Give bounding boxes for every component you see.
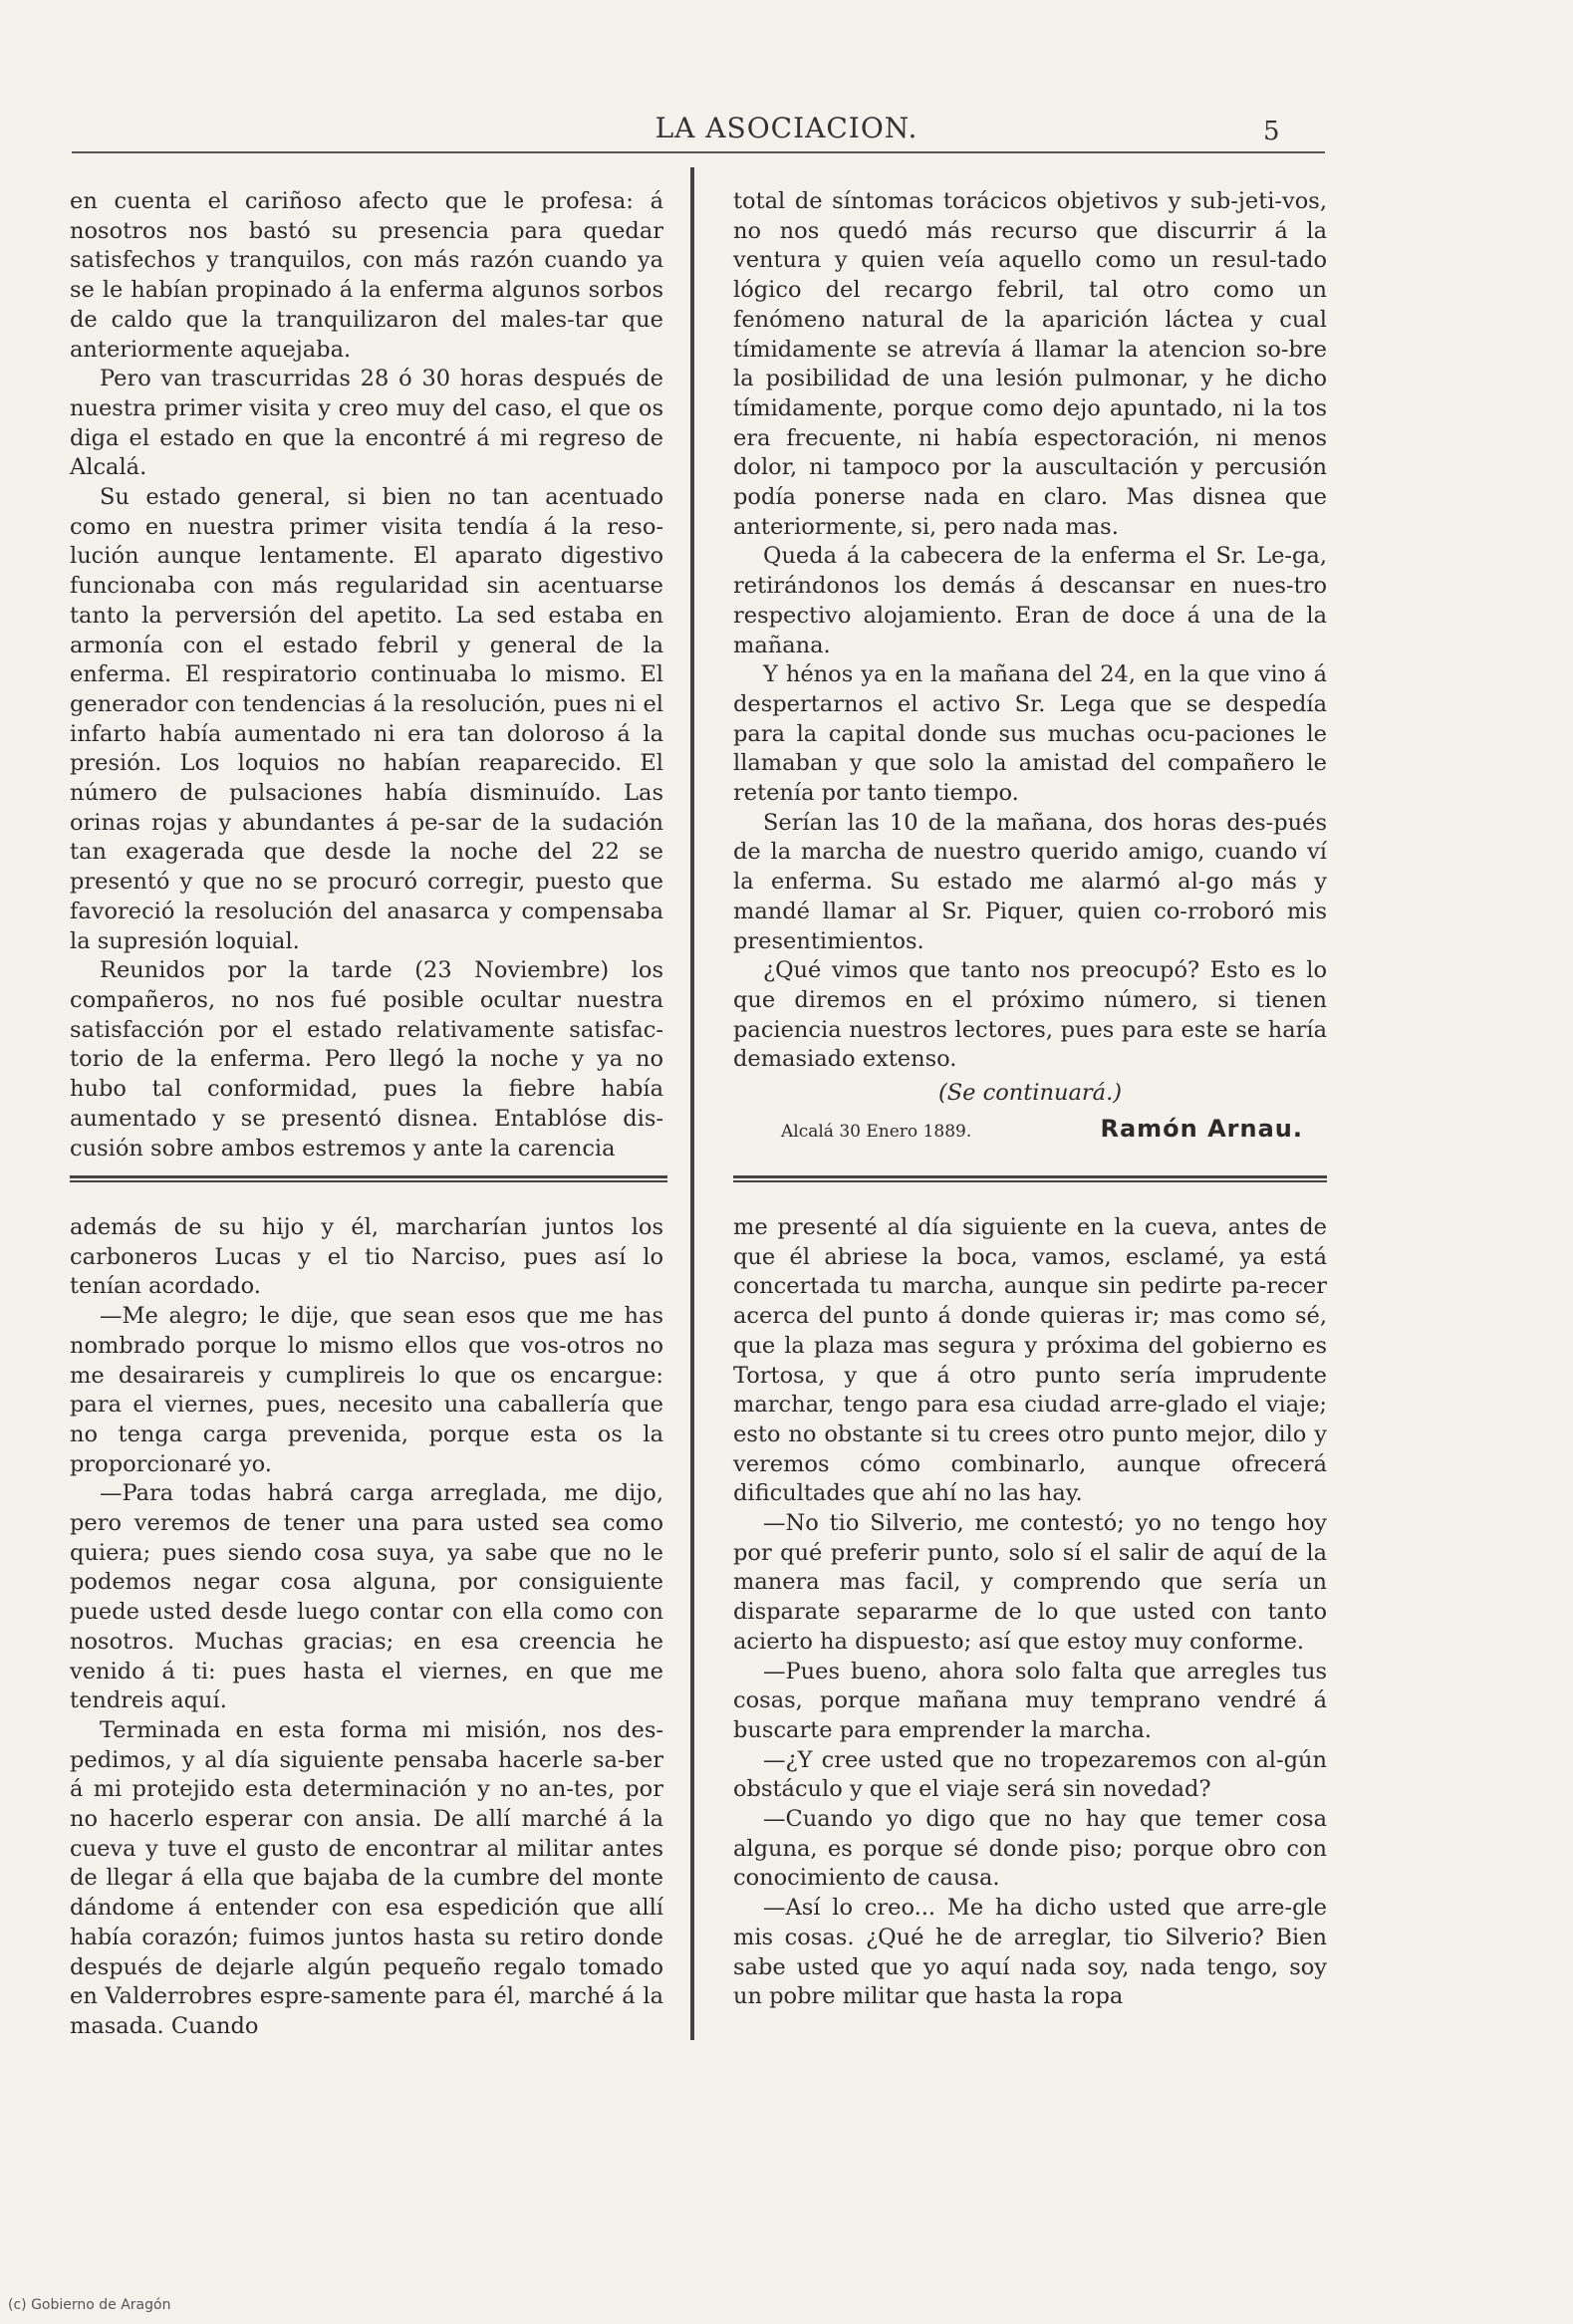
paragraph: —Para todas habrá carga arreglada, me dijo, pero veremos de tener una para usted sea como quiera; pues siendo cosa suya, ya sabe que no le podemos negar cosa alguna, por consiguiente puede usted desde luego contar con ella como con nosotros. Muchas gracias; en esa creencia he venido á ti: pues hasta el viernes, en que me tendreis aquí.	[70, 1480, 663, 1714]
paragraph: total de síntomas torácicos objetivos y sub-jeti-vos, no nos quedó más recurso que discurrir á la ventura y quien veía aquello como un resul-tado lógico del recargo febril, tal otro como un fenómeno natural de la aparición láctea y cual tímidamente se atrevía á llamar la atencion so-bre la posibilidad de una lesión pulmonar, y he dicho tímidamente, porque como dejo apuntado, ni la tos era frecuente, ni había espectoración, ni menos dolor, ni tampoco por la auscultación y percusión podía ponerse nada en claro. Mas disnea que anteriormente, si, pero nada mas.	[733, 188, 1327, 540]
paragraph: —Cuando yo digo que no hay que temer cosa alguna, es porque sé donde piso; porque obro con conocimiento de causa.	[733, 1806, 1327, 1892]
section-rule-right	[733, 1175, 1327, 1182]
column-divider	[690, 167, 694, 2040]
bottom-left-column	[70, 1213, 663, 2042]
signoff-author: Ramón Arnau.	[1100, 1114, 1303, 1143]
header-rule	[72, 151, 1325, 153]
paragraph: Y hénos ya en la mañana del 24, en la que vino á despertarnos el activo Sr. Lega que se despedía para la capital donde sus muchas ocu-paciones le llamaban y que solo la amistad del compañero le retenía por tanto tiempo.	[733, 661, 1327, 807]
paragraph: —Así lo creo... Me ha dicho usted que arre-gle mis cosas. ¿Qué he de arreglar, tio Silverio? Bien sabe usted que yo aquí nada soy, nada tengo, soy un pobre militar que hasta la ropa	[733, 1895, 1327, 2010]
paragraph: Terminada en esta forma mi misión, nos des-pedimos, y al día siguiente pensaba hacerle sa-ber á mi protejido esta determinación y no an-tes, por no hacerlo esperar con ansia. De allí marché á la cueva y tuve el gusto de encontrar al militar antes de llegar á ella que bajaba de la cumbre del monte dándome á entender con esa espedición que allí había corazón; fuimos juntos hasta su retiro donde después de dejarle algún pequeño regalo tomado en Valderrobres espre-samente para él, marché á la masada. Cuando	[70, 1716, 663, 2039]
signoff-row	[733, 1115, 1327, 1148]
page-title: LA ASOCIACION.	[655, 112, 918, 144]
paragraph: Queda á la cabecera de la enferma el Sr. Le-ga, retirándonos los demás á descansar en nues-tro respectivo alojamiento. Eran de doce á una de la mañana.	[733, 543, 1327, 658]
continued-note: (Se continuará.)	[937, 1080, 1123, 1107]
paragraph: me presenté al día siguiente en la cueva, antes de que él abriese la boca, vamos, esclamé, ya está concertada tu marcha, aunque sin pedirte pa-recer acerca del punto á donde quieras ir; mas como sé, que la plaza mas segura y próxima del gobierno es Tortosa, y que á otro punto sería imprudente marchar, tengo para esa ciudad arre-glado el viaje; esto no obstante si tu crees otro punto mejor, dilo y veremos cómo combinarlo, aunque ofrecerá dificultades que ahí no las hay.	[733, 1214, 1327, 1507]
paragraph: —Me alegro; le dije, que sean esos que me has nombrado porque lo mismo ellos que vos-otros no me desairareis y cumplireis lo que os encargue: para el viernes, pues, necesito una caballería que no tenga carga prevenida, porque esta os la proporcionaré yo.	[70, 1303, 663, 1477]
paragraph: Su estado general, si bien no tan acentuado como en nuestra primer visita tendía á la reso-lución aunque lentamente. El aparato digestivo funcionaba con más regularidad sin acentuarse tanto la perversión del apetito. La sed estaba en armonía con el estado febril y general de la enferma. El respiratorio continuaba lo mismo. El generador con tendencias á la resolución, pues ni el infarto había aumentado ni era tan doloroso á la presión. Los loquios no habían reaparecido. El número de pulsaciones había disminuído. Las orinas rojas y abundantes á pe-sar de la sudación tan exagerada que desde la noche del 22 se presentó y que no se procuró corregir, puesto que favoreció la resolución del anasarca y compensaba la supresión loquial.	[70, 484, 663, 954]
page-number: 5	[1263, 117, 1280, 146]
paragraph: Pero van trascurridas 28 ó 30 horas después de nuestra primer visita y creo muy del caso, el que os diga el estado en que la encontré á mi regreso de Alcalá.	[70, 366, 663, 481]
paragraph: Reunidos por la tarde (23 Noviembre) los compañeros, no nos fué posible ocultar nuestra satisfacción por el estado relativamente satisfac-torio de la enferma. Pero llegó la noche y ya no hubo tal conformidad, pues la fiebre había aumentado y se presentó disnea. Entablóse dis-cusión sobre ambos estremos y ante la carencia	[70, 957, 663, 1162]
signoff-date: Alcalá 30 Enero 1889.	[781, 1121, 972, 1142]
paragraph: ¿Qué vimos que tanto nos preocupó? Esto es lo que diremos en el próximo número, si tienen paciencia nuestros lectores, pues para este se haría demasiado extenso.	[733, 957, 1327, 1073]
paragraph: —¿Y cree usted que no tropezaremos con al-gún obstáculo y que el viaje será sin novedad?	[733, 1746, 1327, 1803]
top-right-column	[733, 187, 1327, 1148]
paragraph: Serían las 10 de la mañana, dos horas des-pués de la marcha de nuestro querido amigo, cuando ví la enferma. Su estado me alarmó al-go más y mandé llamar al Sr. Piquer, quien co-rroboró mis presentimientos.	[733, 809, 1327, 954]
top-left-column	[70, 187, 663, 1163]
section-rule-left	[70, 1175, 667, 1182]
bottom-right-column	[733, 1213, 1327, 2012]
paragraph: —No tio Silverio, me contestó; yo no tengo hoy por qué preferir punto, solo sí el salir de aquí de la manera mas facil, y comprendo que sería un disparate separarme de lo que usted con tanto acierto ha dispuesto; así que estoy muy conforme.	[733, 1510, 1327, 1655]
copyright-notice: (c) Gobierno de Aragón	[8, 2297, 171, 2313]
paragraph: —Pues bueno, ahora solo falta que arregles tus cosas, porque mañana muy temprano vendré á buscarte para emprender la marcha.	[733, 1658, 1327, 1743]
paragraph: en cuenta el cariñoso afecto que le profesa: á nosotros nos bastó su presencia para quedar satisfechos y tranquilos, con más razón cuando ya se le habían propinado á la enferma algunos sorbos de caldo que la tranquilizaron del males-tar que anteriormente aquejaba.	[70, 188, 663, 363]
paragraph: además de su hijo y él, marcharían juntos los carboneros Lucas y el tio Narciso, pues así lo tenían acordado.	[70, 1214, 663, 1300]
